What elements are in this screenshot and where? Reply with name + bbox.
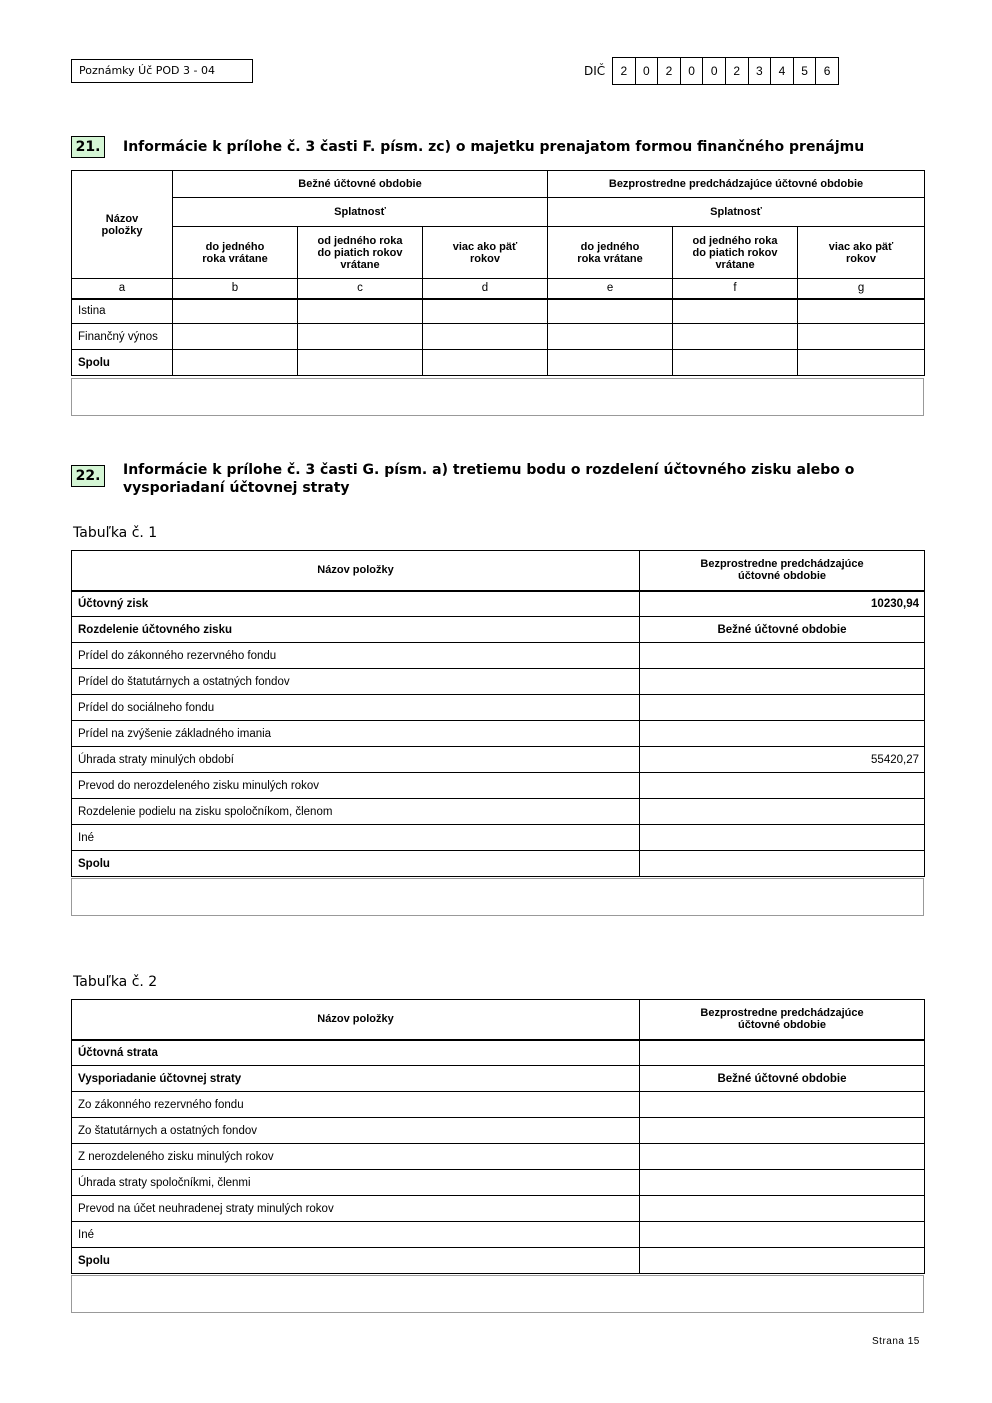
table-row xyxy=(72,669,925,695)
loss-settlement-table xyxy=(71,999,925,1274)
col-header-item-name: Názov položky xyxy=(72,551,640,591)
column-letter: c xyxy=(298,279,423,299)
sub-header: do jedného roka vrátane xyxy=(173,227,298,279)
column-letter: b xyxy=(173,279,298,299)
maturity-header: Splatnosť xyxy=(548,198,925,227)
value-cell[interactable] xyxy=(673,350,798,376)
value-cell[interactable] xyxy=(298,299,423,324)
table-row xyxy=(72,1196,925,1222)
section-number-badge: 21. xyxy=(71,136,105,158)
dic-digit[interactable]: 0 xyxy=(636,58,659,84)
row-label: Spolu xyxy=(72,1248,640,1274)
value-cell[interactable] xyxy=(640,799,925,825)
value-cell[interactable] xyxy=(798,324,925,350)
value-cell[interactable] xyxy=(798,299,925,324)
table-row xyxy=(72,617,925,643)
table-2-note-box[interactable] xyxy=(71,1275,924,1313)
dic-digit[interactable]: 5 xyxy=(794,58,817,84)
value-cell[interactable] xyxy=(640,643,925,669)
value-cell[interactable] xyxy=(423,324,548,350)
table-row xyxy=(72,721,925,747)
dic-digit-boxes xyxy=(612,57,839,85)
value-cell[interactable] xyxy=(298,350,423,376)
value-cell[interactable] xyxy=(640,1196,925,1222)
row-label: Prídel do zákonného rezervného fondu xyxy=(72,643,640,669)
table-row xyxy=(72,825,925,851)
value-cell[interactable] xyxy=(640,1144,925,1170)
lease-maturity-table xyxy=(71,170,925,376)
row-label: Prídel do sociálneho fondu xyxy=(72,695,640,721)
value-cell[interactable] xyxy=(798,350,925,376)
sub-header: od jedného roka do piatich rokov vrátane xyxy=(298,227,423,279)
table-row xyxy=(72,1144,925,1170)
section-21-heading xyxy=(71,136,864,158)
row-label: Istina xyxy=(72,299,173,324)
value-cell[interactable] xyxy=(640,851,925,877)
section-21-note-box[interactable] xyxy=(71,378,924,416)
value-cell[interactable] xyxy=(640,695,925,721)
table-row xyxy=(72,1170,925,1196)
value-cell[interactable] xyxy=(548,350,673,376)
table-row xyxy=(72,1040,925,1066)
value-cell[interactable] xyxy=(548,299,673,324)
table-2-label: Tabuľka č. 2 xyxy=(73,974,158,990)
table-row xyxy=(72,747,925,773)
value-cell[interactable] xyxy=(173,299,298,324)
value-cell[interactable] xyxy=(640,1248,925,1274)
value-cell[interactable] xyxy=(548,324,673,350)
row-label: Zo štatutárnych a ostatných fondov xyxy=(72,1118,640,1144)
page-number: Strana 15 xyxy=(872,1336,920,1347)
row-label: Úhrada straty minulých období xyxy=(72,747,640,773)
group-header-previous: Bezprostredne predchádzajúce účtovné obdobie xyxy=(548,171,925,198)
row-label: Účtovný zisk xyxy=(72,591,640,617)
table-row xyxy=(72,695,925,721)
table-row xyxy=(72,591,925,617)
value-cell[interactable] xyxy=(640,825,925,851)
value-cell[interactable] xyxy=(173,350,298,376)
group-header-current: Bežné účtovné obdobie xyxy=(173,171,548,198)
value-cell[interactable] xyxy=(673,299,798,324)
value-cell[interactable] xyxy=(673,324,798,350)
row-label: Prevod do nerozdeleného zisku minulých rokov xyxy=(72,773,640,799)
row-label: Iné xyxy=(72,1222,640,1248)
maturity-header: Splatnosť xyxy=(173,198,548,227)
sub-header: viac ako päť rokov xyxy=(423,227,548,279)
table-row xyxy=(72,799,925,825)
dic-digit[interactable]: 0 xyxy=(681,58,704,84)
value-cell[interactable] xyxy=(298,324,423,350)
value-cell[interactable] xyxy=(640,1118,925,1144)
section-22-heading xyxy=(71,461,931,497)
row-label: Finančný výnos xyxy=(72,324,173,350)
value-cell[interactable] xyxy=(423,350,548,376)
dic-digit[interactable]: 3 xyxy=(749,58,772,84)
current-period-header: Bežné účtovné obdobie xyxy=(640,617,925,643)
value-cell[interactable] xyxy=(640,721,925,747)
table-row xyxy=(72,1092,925,1118)
col-header-item-name: Názov položky xyxy=(72,1000,640,1040)
column-letter: f xyxy=(673,279,798,299)
section-title: Informácie k prílohe č. 3 časti F. písm. zc) o majetku prenajatom formou finančného prenájmu xyxy=(123,139,865,155)
value-cell[interactable] xyxy=(640,669,925,695)
value-cell[interactable]: 10230,94 xyxy=(640,591,925,617)
value-cell[interactable] xyxy=(640,773,925,799)
table-row xyxy=(72,1222,925,1248)
row-label: Z nerozdeleného zisku minulých rokov xyxy=(72,1144,640,1170)
row-label: Prídel na zvýšenie základného imania xyxy=(72,721,640,747)
dic-digit[interactable]: 2 xyxy=(658,58,681,84)
table-row xyxy=(72,324,925,350)
table-1-note-box[interactable] xyxy=(71,878,924,916)
value-cell[interactable] xyxy=(640,1092,925,1118)
sub-header: od jedného roka do piatich rokov vrátane xyxy=(673,227,798,279)
row-label: Vysporiadanie účtovnej straty xyxy=(72,1066,640,1092)
column-letter: d xyxy=(423,279,548,299)
value-cell[interactable] xyxy=(173,324,298,350)
row-label: Rozdelenie podielu na zisku spoločníkom, členom xyxy=(72,799,640,825)
col-header-item-name: Názov položky xyxy=(72,171,173,279)
value-cell[interactable]: 55420,27 xyxy=(640,747,925,773)
dic-digit[interactable]: 4 xyxy=(771,58,794,84)
value-cell[interactable] xyxy=(640,1222,925,1248)
row-label: Prídel do štatutárnych a ostatných fondov xyxy=(72,669,640,695)
row-label: Iné xyxy=(72,825,640,851)
row-label: Spolu xyxy=(72,851,640,877)
table-row-total xyxy=(72,350,925,376)
value-cell[interactable] xyxy=(640,1170,925,1196)
dic-digit[interactable]: 2 xyxy=(726,58,749,84)
table-row-total xyxy=(72,851,925,877)
row-label: Prevod na účet neuhradenej straty minulých rokov xyxy=(72,1196,640,1222)
sub-header: viac ako päť rokov xyxy=(798,227,925,279)
column-letter: g xyxy=(798,279,925,299)
form-id-box: Poznámky Úč POD 3 - 04 xyxy=(71,59,253,83)
table-row xyxy=(72,299,925,324)
dic-digit[interactable]: 6 xyxy=(816,58,839,84)
sub-header: do jedného roka vrátane xyxy=(548,227,673,279)
row-label: Úhrada straty spoločníkmi, členmi xyxy=(72,1170,640,1196)
profit-distribution-table xyxy=(71,550,925,877)
table-row xyxy=(72,773,925,799)
current-period-header: Bežné účtovné obdobie xyxy=(640,1066,925,1092)
table-row-total xyxy=(72,1248,925,1274)
dic-digit[interactable]: 0 xyxy=(703,58,726,84)
column-letter: e xyxy=(548,279,673,299)
value-cell[interactable] xyxy=(423,299,548,324)
table-row xyxy=(72,643,925,669)
table-1-label: Tabuľka č. 1 xyxy=(73,525,158,541)
row-label: Spolu xyxy=(72,350,173,376)
section-number-badge: 22. xyxy=(71,465,105,487)
column-letter: a xyxy=(72,279,173,299)
table-row xyxy=(72,1118,925,1144)
table-row xyxy=(72,1066,925,1092)
dic-digit[interactable]: 2 xyxy=(613,58,636,84)
col-header-previous-period: Bezprostredne predchádzajúce účtovné obdobie xyxy=(640,1000,925,1040)
row-label: Rozdelenie účtovného zisku xyxy=(72,617,640,643)
col-header-previous-period: Bezprostredne predchádzajúce účtovné obdobie xyxy=(640,551,925,591)
section-title: Informácie k prílohe č. 3 časti G. písm. a) tretiemu bodu o rozdelení účtovného zisku alebo o vysporiadaní účtovnej straty xyxy=(123,462,855,496)
value-cell[interactable] xyxy=(640,1040,925,1066)
row-label: Zo zákonného rezervného fondu xyxy=(72,1092,640,1118)
row-label: Účtovná strata xyxy=(72,1040,640,1066)
dic-label: DIČ xyxy=(584,64,606,78)
